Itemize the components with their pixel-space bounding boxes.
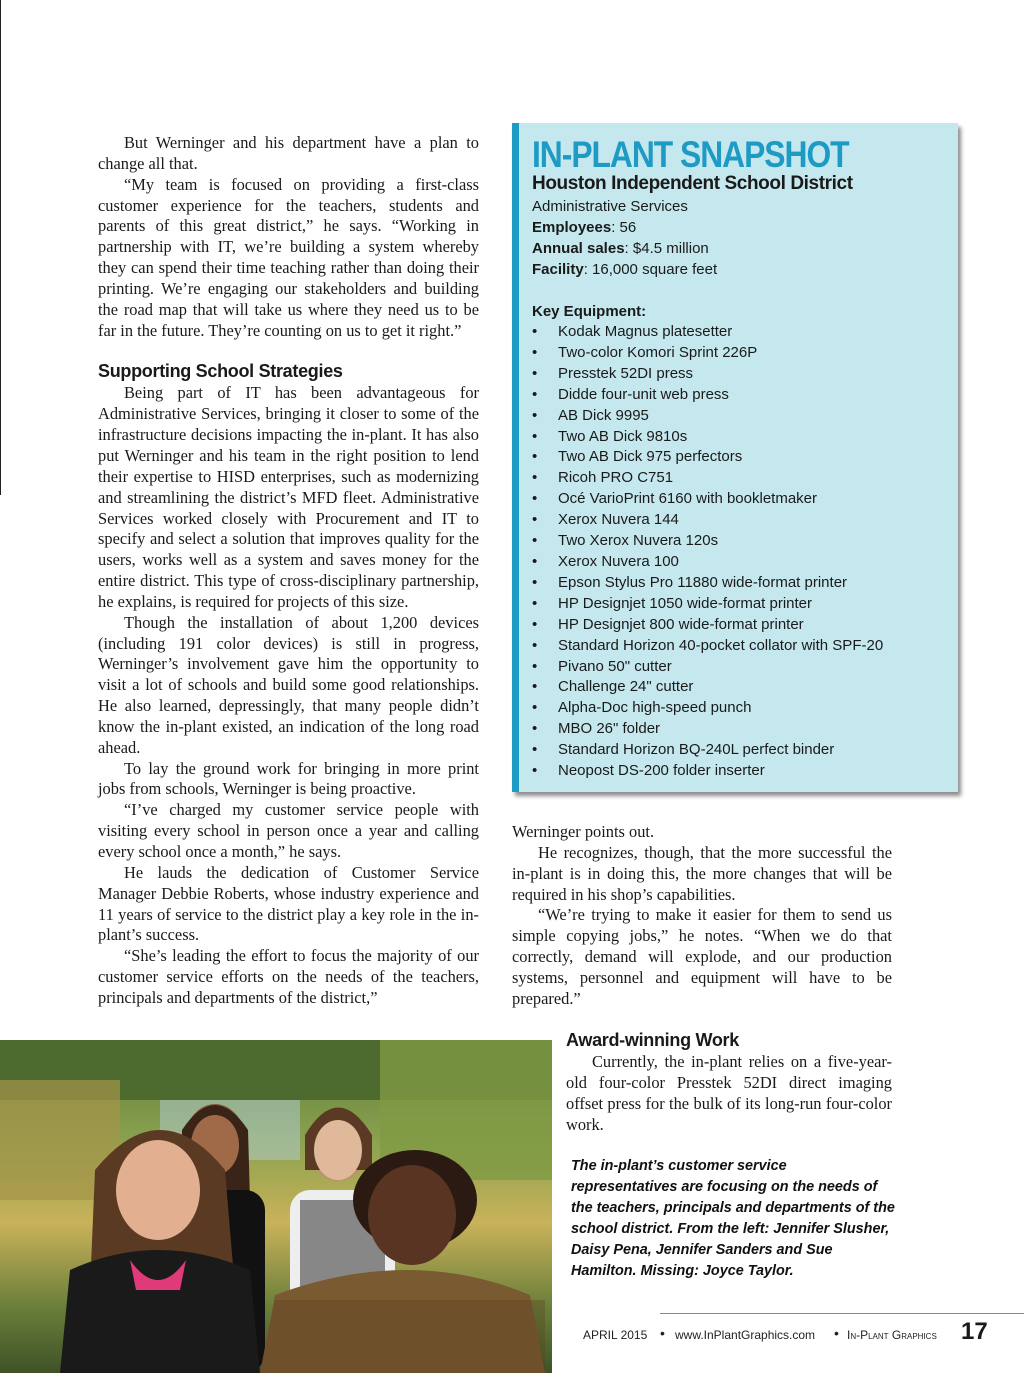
in-plant-snapshot-sidebar: [512, 123, 958, 792]
equipment-item: [532, 657, 952, 678]
equipment-item: [532, 322, 952, 343]
article-paragraph: Currently, the in-plant relies on a five-year-old four-color Presstek 52DI direct imaging offset press for the bulk of its long-run four-color work.: [566, 1052, 892, 1134]
equipment-item: [532, 489, 952, 510]
equipment-item: [532, 531, 952, 552]
key-equipment-heading: Key Equipment:: [532, 303, 647, 320]
bullet-icon: •: [532, 657, 538, 675]
equipment-item-label: Didde four-unit web press: [558, 385, 729, 403]
article-paragraph: To lay the ground work for bringing in more print jobs from schools, Werninger is being proactive.: [98, 758, 479, 799]
article-paragraph: But Werninger and his department have a plan to change all that.: [98, 133, 479, 173]
article-paragraph: “I’ve charged my customer service people with visiting every school in person once a year and calling every school once a month,” he says.: [98, 800, 479, 861]
article-paragraph: “We’re trying to make it easier for them to send us simple copying jobs,” he notes. “When we do that correctly, demand will explode, and our production systems, personnel and equipment will have to be prepared.”: [512, 905, 892, 1008]
equipment-item: [532, 573, 952, 594]
equipment-item-label: Kodak Magnus platesetter: [558, 323, 733, 340]
equipment-item: [532, 594, 952, 615]
organization-name: Houston Independent School District: [532, 173, 853, 194]
bullet-icon: •: [532, 573, 538, 591]
bullet-icon: •: [532, 469, 538, 487]
equipment-item: [532, 510, 952, 531]
equipment-item: [532, 364, 952, 385]
bullet-icon: •: [532, 699, 538, 717]
equipment-item-label: Two-color Komori Sprint 226P: [558, 343, 758, 361]
equipment-item: [532, 468, 952, 489]
article-paragraph: Werninger points out.: [512, 822, 655, 841]
equipment-item-label: Standard Horizon BQ-240L perfect binder: [558, 741, 835, 759]
page-number: 17: [961, 1318, 988, 1345]
bullet-icon: •: [532, 406, 538, 424]
equipment-item: [532, 447, 952, 468]
page-edge-rule: [0, 0, 1, 495]
annual-sales-value: : $4.5 million: [624, 240, 709, 257]
facility-value: : 16,000 square feet: [583, 261, 718, 278]
equipment-item-label: HP Designjet 800 wide-format printer: [558, 615, 804, 633]
equipment-item: [532, 343, 952, 364]
bullet-icon: •: [532, 594, 538, 612]
equipment-item: [532, 636, 952, 657]
equipment-item-label: HP Designjet 1050 wide-format printer: [558, 594, 813, 612]
facility-label: Facility: [532, 261, 584, 278]
equipment-item-label: Two Xerox Nuvera 120s: [558, 532, 719, 550]
bullet-separator: •: [660, 1325, 665, 1341]
facility-line: [532, 259, 952, 280]
equipment-item-label: Neopost DS-200 folder inserter: [558, 762, 765, 780]
equipment-item: [532, 615, 952, 636]
bullet-icon: •: [532, 678, 538, 696]
employees-line: [532, 217, 952, 238]
article-paragraph: “My team is focused on providing a first-class customer experience for the teachers, students and parents of this great district,” he says. “Working in partnership with IT, we’re building a system whereby they can spend their time teaching rather than doing their printing. We’re engaging our stakeholders and building the road map that will take us where they need us to be far in the future. They’re counting on us to get it right.”: [98, 174, 479, 340]
equipment-list: [532, 322, 952, 782]
award-section: [566, 1028, 892, 1135]
equipment-item-label: Pivano 50" cutter: [558, 657, 672, 675]
equipment-item-label: Challenge 24" cutter: [558, 678, 694, 696]
bullet-icon: •: [532, 511, 538, 529]
bullet-icon: •: [532, 490, 538, 508]
bullet-icon: •: [532, 720, 538, 738]
employees-label: Employees: [532, 219, 612, 236]
annual-sales-label: Annual sales: [532, 240, 625, 257]
equipment-item: [532, 406, 952, 427]
equipment-item-label: AB Dick 9995: [558, 406, 649, 424]
equipment-item-label: Xerox Nuvera 144: [558, 511, 679, 529]
photo-caption: The in-plant’s customer service representatives are focusing on the needs of the teachers, principals and departments of the school district. From the left: Jennifer Slusher, Daisy Pena, Jennifer Sanders and Sue Hamilton. Missing: Joyce Taylor.: [571, 1158, 895, 1279]
publication-name: In-Plant Graphics: [847, 1328, 937, 1342]
equipment-item-label: Océ VarioPrint 6160 with bookletmaker: [558, 490, 818, 508]
equipment-item-label: Standard Horizon 40-pocket collator with SPF-20: [558, 636, 884, 654]
bullet-icon: •: [532, 343, 538, 361]
footer-rule: [660, 1313, 1024, 1314]
equipment-item-label: Epson Stylus Pro 11880 wide-format printer: [558, 573, 848, 591]
sidebar-title: IN-PLANT SNAPSHOT: [532, 134, 849, 175]
staff-group-photo: [0, 1040, 552, 1373]
article-paragraph: Being part of IT has been advantageous for Administrative Services, bringing it closer to some of the infrastructure decisions impacting the in-plant. It has also put Werninger and his team in the right position to lend their expertise to HISD enterprises, such as modernizing and streamlining the district’s MFD fleet. Administrative Services worked closely with Procurement and IT to specify and select a solution that improves quality for the users, works well as a system and saves money for the entire district. This type of cross-disciplinary partnership, he explains, is required for projects of this size.: [98, 383, 479, 611]
equipment-item-label: Presstek 52DI press: [558, 364, 694, 382]
equipment-item: [532, 385, 952, 406]
page-footer: [583, 1320, 993, 1346]
bullet-icon: •: [532, 364, 538, 382]
article-left-column: [98, 133, 479, 1009]
issue-date: APRIL 2015: [583, 1328, 648, 1342]
equipment-item-label: Two AB Dick 975 perfectors: [558, 448, 743, 466]
article-paragraph: He recognizes, though, that the more successful the in-plant is in doing this, the more changes that will be required in his shop’s capabilities.: [512, 842, 892, 904]
equipment-item: [532, 698, 952, 719]
article-right-column: [512, 822, 892, 1010]
sidebar-body: [532, 172, 952, 782]
equipment-item: [532, 740, 952, 761]
article-paragraph: “She’s leading the effort to focus the majority of our customer service efforts on the needs of the teachers, principals and departments of the district,”: [98, 946, 479, 1007]
equipment-item-label: Alpha-Doc high-speed punch: [558, 699, 752, 717]
annual-sales-line: [532, 238, 952, 259]
bullet-icon: •: [532, 427, 538, 445]
equipment-item-label: Xerox Nuvera 100: [558, 552, 679, 570]
bullet-icon: •: [532, 448, 538, 466]
equipment-item-label: Ricoh PRO C751: [558, 469, 674, 487]
bullet-icon: •: [532, 532, 538, 550]
staff-photo-illustration: [0, 1040, 552, 1373]
article-paragraph: Though the installation of about 1,200 devices (including 191 color devices) is still in progress, Werninger’s involvement gave him the opportunity to visit a lot of schools and build some good relationships. He also learned, depressingly, that many people didn’t know the in-plant existed, an indication of the long road ahead.: [98, 612, 479, 757]
bullet-icon: •: [532, 385, 538, 403]
bullet-icon: •: [532, 323, 538, 340]
bullet-icon: •: [532, 762, 538, 780]
employees-value: : 56: [611, 219, 637, 236]
department-name: Administrative Services: [532, 198, 688, 215]
equipment-item: [532, 427, 952, 448]
equipment-item: [532, 677, 952, 698]
section-subhead: Supporting School Strategies: [98, 361, 343, 382]
equipment-item: [532, 761, 952, 782]
section-subhead: Award-winning Work: [566, 1030, 739, 1050]
article-paragraph: He lauds the dedication of Customer Service Manager Debbie Roberts, whose industry experience and 11 years of service to the district play a key role in the in-plant’s success.: [98, 862, 479, 945]
bullet-icon: •: [532, 741, 538, 759]
equipment-item: [532, 719, 952, 740]
website-link[interactable]: www.InPlantGraphics.com: [675, 1328, 816, 1342]
bullet-separator: •: [834, 1325, 839, 1341]
bullet-icon: •: [532, 552, 538, 570]
bullet-icon: •: [532, 615, 538, 633]
equipment-item-label: Two AB Dick 9810s: [558, 427, 688, 445]
equipment-item: [532, 552, 952, 573]
bullet-icon: •: [532, 636, 538, 654]
equipment-item-label: MBO 26" folder: [558, 720, 661, 738]
